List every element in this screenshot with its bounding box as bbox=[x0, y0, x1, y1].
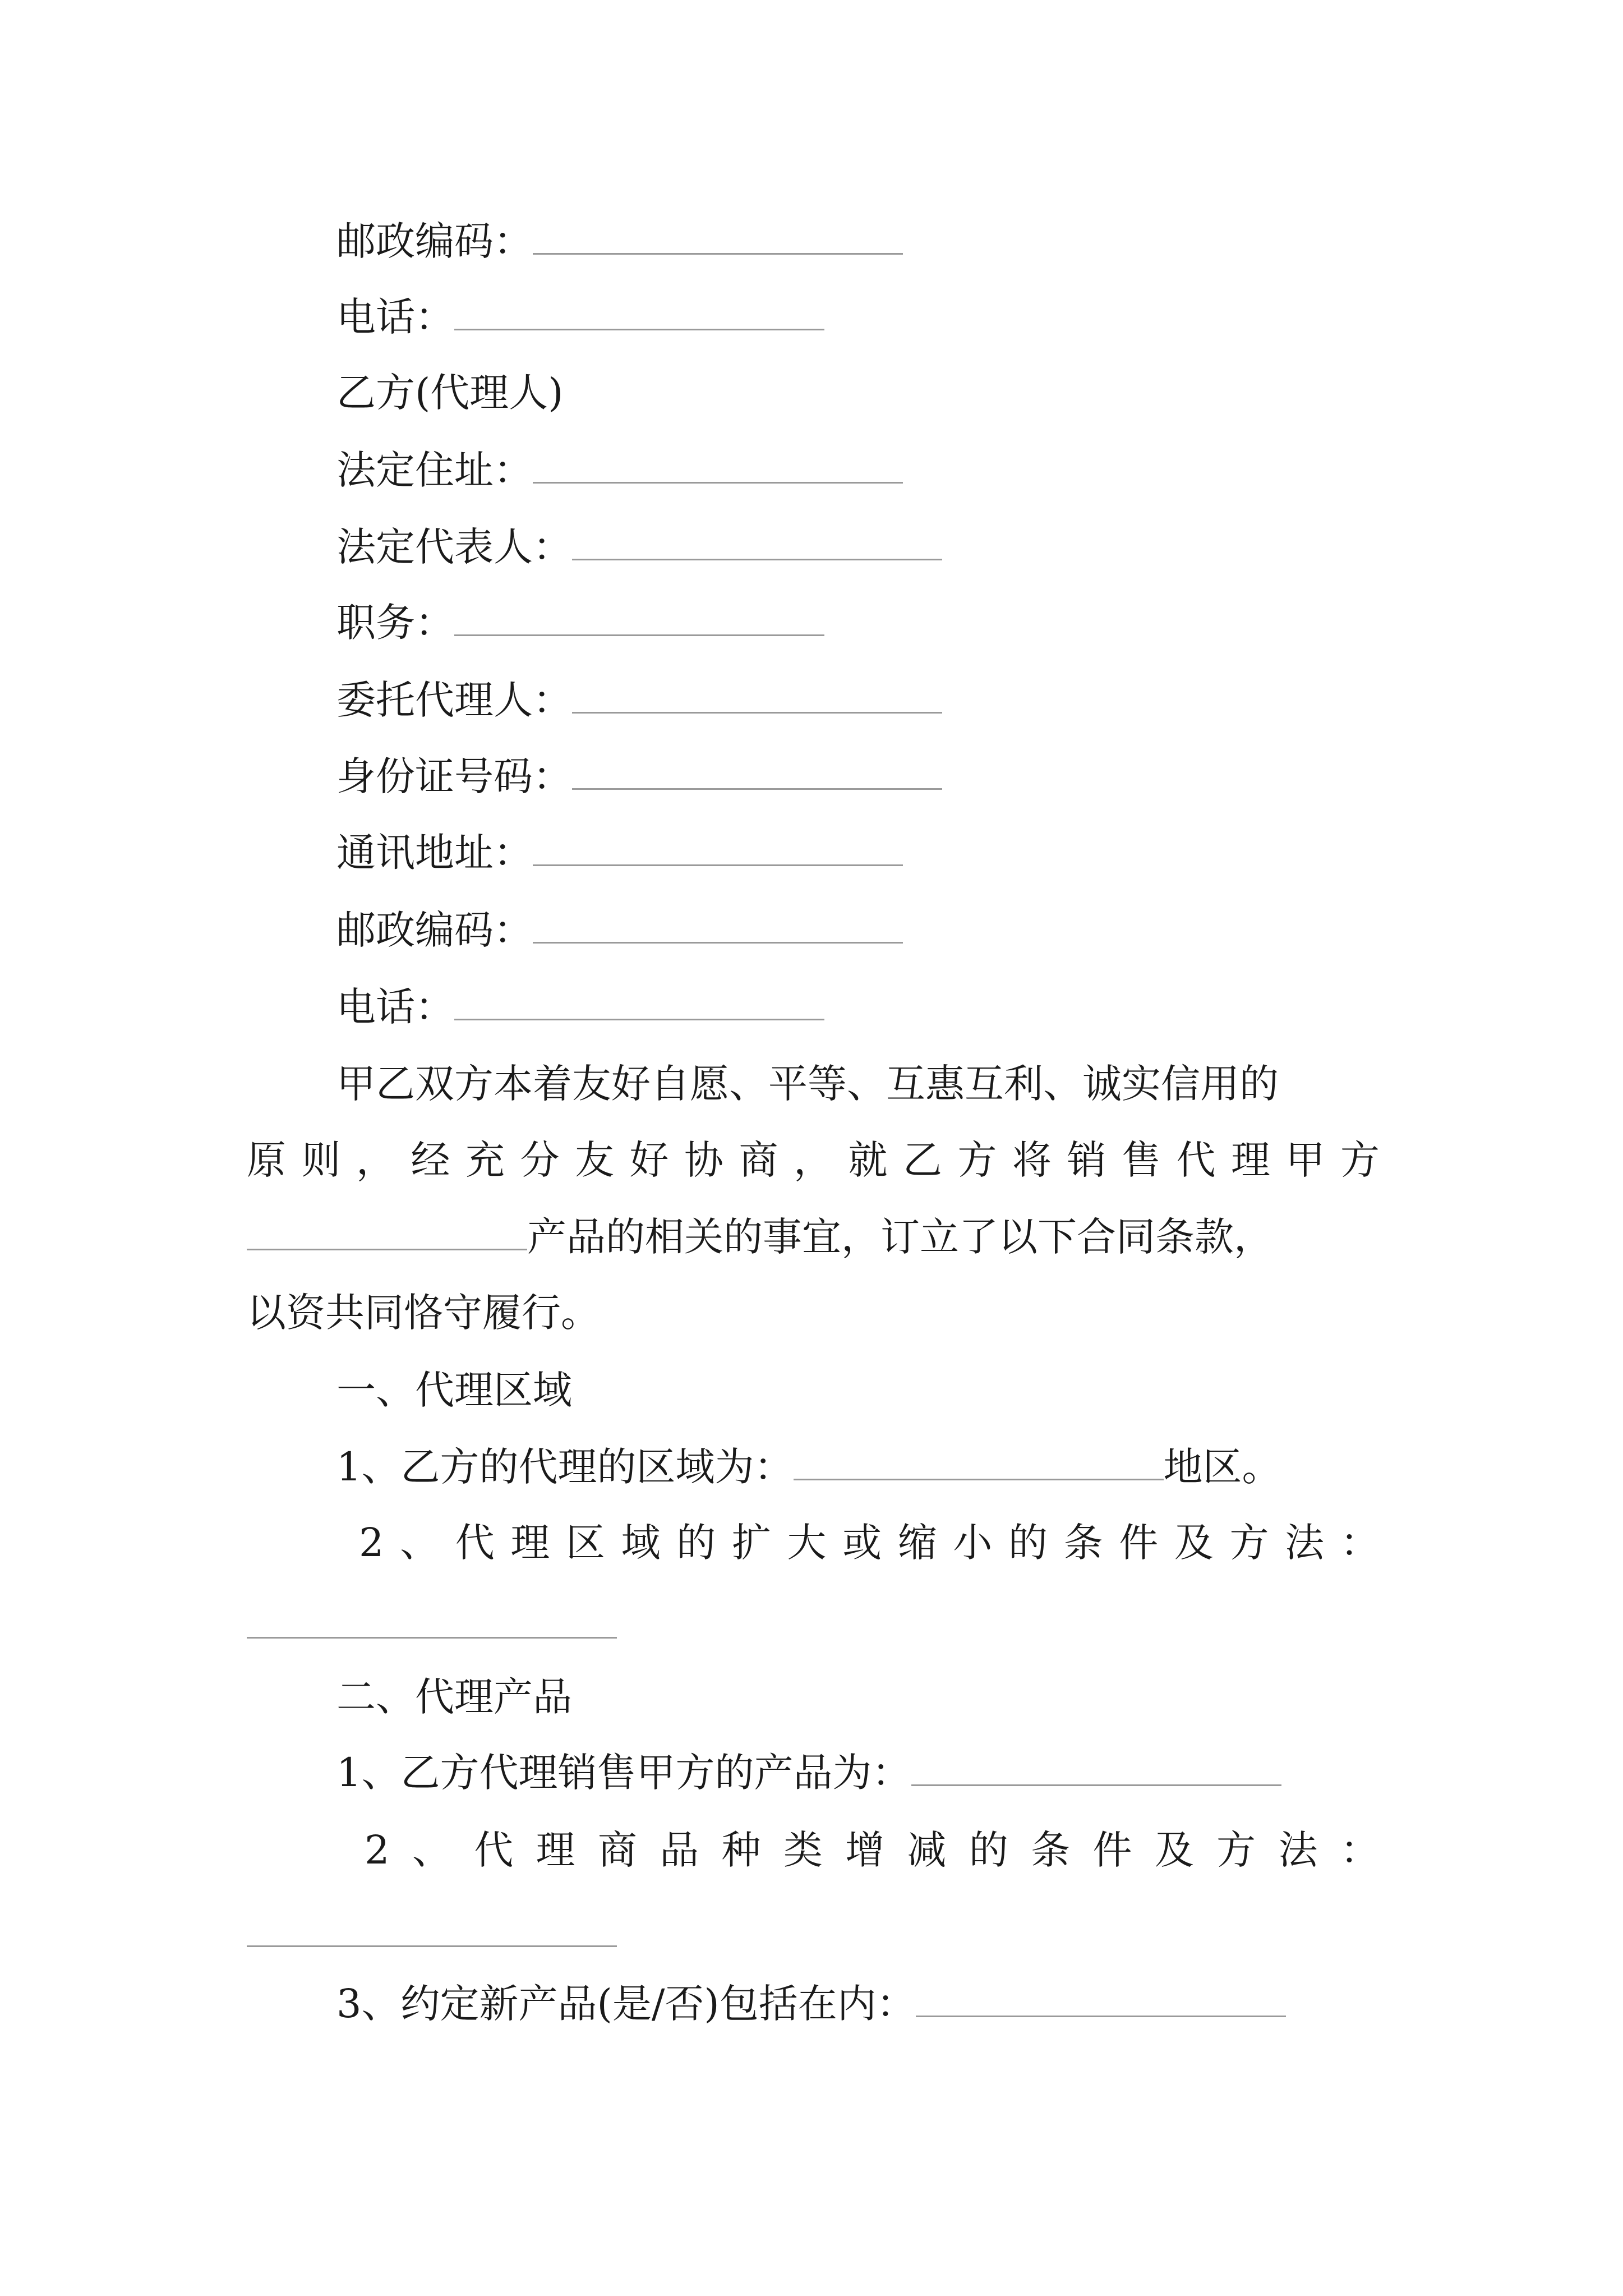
section-2-new-product-blank[interactable] bbox=[916, 1981, 1286, 2017]
item-char: 法 bbox=[1285, 1520, 1325, 1566]
party-b-id-number-blank[interactable] bbox=[572, 753, 942, 790]
item-char: 代 bbox=[474, 1827, 514, 1873]
intro-char: 好 bbox=[629, 1137, 669, 1183]
section-1-heading: 一、代理区域 bbox=[336, 1367, 572, 1413]
item-char: 、 bbox=[400, 1520, 440, 1566]
section-2-item-1 bbox=[336, 1745, 1281, 1801]
item-char: 的 bbox=[969, 1827, 1008, 1873]
section-2-heading: 二、代理产品 bbox=[336, 1674, 572, 1720]
party-b-postal-code-label: 邮政编码： bbox=[336, 907, 533, 953]
intro-char: 充 bbox=[465, 1137, 505, 1183]
item-char: 代 bbox=[455, 1520, 495, 1566]
section-2-item-1-label: 1、乙方代理销售甲方的产品为： bbox=[336, 1750, 911, 1796]
item-char: 及 bbox=[1154, 1827, 1194, 1873]
party-b-legal-rep-label: 法定代表人： bbox=[336, 524, 572, 570]
party-b-legal-address-row bbox=[336, 442, 903, 498]
party-b-postal-code-blank[interactable] bbox=[533, 907, 903, 944]
item-char: 大 bbox=[787, 1520, 827, 1566]
item-char: 条 bbox=[1031, 1827, 1071, 1873]
intro-char: 友 bbox=[575, 1137, 614, 1183]
section-1-item-1 bbox=[336, 1439, 1281, 1495]
party-b-position-label: 职务： bbox=[336, 600, 454, 646]
item-char: 商 bbox=[597, 1827, 637, 1873]
item-char: 种 bbox=[721, 1827, 761, 1873]
item-char: 理 bbox=[536, 1827, 575, 1873]
intro-char: 分 bbox=[520, 1137, 560, 1183]
item-char: 条 bbox=[1063, 1520, 1103, 1566]
item-char: 类 bbox=[783, 1827, 823, 1873]
item-char: 扩 bbox=[731, 1520, 771, 1566]
section-2-item-3 bbox=[336, 1976, 1286, 2032]
item-char: 件 bbox=[1092, 1827, 1132, 1873]
party-b-phone-label: 电话： bbox=[336, 984, 454, 1030]
party-b-position-blank[interactable] bbox=[454, 600, 824, 636]
party-a-phone-blank[interactable] bbox=[454, 294, 824, 330]
item-char: 件 bbox=[1119, 1520, 1159, 1566]
party-b-agent-label: 委托代理人： bbox=[336, 677, 572, 723]
intro-char: ， bbox=[356, 1137, 395, 1183]
party-b-id-number-label: 身份证号码： bbox=[336, 753, 572, 799]
intro-line-2 bbox=[247, 1132, 1380, 1188]
item-char: 的 bbox=[676, 1520, 716, 1566]
intro-char: 商 bbox=[739, 1137, 778, 1183]
section-1-item-1-prefix: 1、乙方的代理的区域为： bbox=[336, 1444, 794, 1490]
item-char: 方 bbox=[1216, 1827, 1256, 1873]
item-char: 理 bbox=[510, 1520, 550, 1566]
intro-char: 销 bbox=[1067, 1137, 1106, 1183]
intro-char: ， bbox=[794, 1137, 833, 1183]
section-1-region-blank[interactable] bbox=[794, 1444, 1164, 1480]
section-2-item-3-label: 3、约定新产品(是/否)包括在内： bbox=[336, 1981, 916, 2027]
intro-char: 代 bbox=[1176, 1137, 1216, 1183]
intro-line-4: 以资共同恪守履行。 bbox=[247, 1290, 600, 1336]
intro-product-blank[interactable] bbox=[247, 1214, 527, 1250]
intro-char: 则 bbox=[301, 1137, 341, 1183]
section-1-method-blank[interactable] bbox=[247, 1637, 617, 1639]
item-char: 域 bbox=[621, 1520, 661, 1566]
item-char: 品 bbox=[660, 1827, 699, 1873]
intro-line-1: 甲乙双方本着友好自愿、平等、互惠互利、诚实信用的 bbox=[336, 1061, 1279, 1107]
item-char: ： bbox=[1340, 1520, 1380, 1566]
section-2-item-2 bbox=[365, 1822, 1380, 1878]
party-b-id-number-row bbox=[336, 748, 942, 804]
item-char: 法 bbox=[1278, 1827, 1318, 1873]
section-2-product-blank[interactable] bbox=[911, 1750, 1281, 1786]
party-b-mailing-address-blank[interactable] bbox=[533, 830, 903, 866]
party-b-postal-code-row bbox=[336, 902, 903, 958]
section-1-item-2 bbox=[359, 1515, 1380, 1571]
party-b-position-row bbox=[336, 595, 824, 651]
party-b-mailing-address-label: 通讯地址： bbox=[336, 830, 533, 876]
item-char: 的 bbox=[1008, 1520, 1048, 1566]
intro-line-3-text: 产品的相关的事宜，订立了以下合同条款， bbox=[527, 1214, 1273, 1260]
item-char: 或 bbox=[842, 1520, 882, 1566]
intro-line-3 bbox=[247, 1209, 1273, 1265]
intro-char: 理 bbox=[1231, 1137, 1270, 1183]
party-b-agent-row bbox=[336, 672, 942, 728]
item-char: 缩 bbox=[897, 1520, 937, 1566]
party-a-postal-code-blank[interactable] bbox=[533, 218, 903, 255]
item-char: 区 bbox=[566, 1520, 606, 1566]
party-a-postal-code-row bbox=[336, 213, 903, 269]
intro-char: 就 bbox=[848, 1137, 888, 1183]
item-char: 2 bbox=[359, 1520, 384, 1566]
item-char: 、 bbox=[412, 1827, 451, 1873]
intro-char: 甲 bbox=[1285, 1137, 1325, 1183]
party-b-legal-rep-blank[interactable] bbox=[572, 524, 942, 560]
party-b-mailing-address-row bbox=[336, 825, 903, 881]
section-2-method-blank[interactable] bbox=[247, 1945, 617, 1947]
intro-char: 方 bbox=[1340, 1137, 1380, 1183]
party-a-phone-label: 电话： bbox=[336, 294, 454, 340]
intro-char: 售 bbox=[1122, 1137, 1161, 1183]
intro-char: 经 bbox=[411, 1137, 450, 1183]
party-b-phone-row bbox=[336, 979, 824, 1035]
intro-char: 方 bbox=[957, 1137, 997, 1183]
party-b-agent-blank[interactable] bbox=[572, 677, 942, 714]
section-1-item-1-suffix: 地区。 bbox=[1163, 1444, 1281, 1490]
party-b-heading: 乙方(代理人) bbox=[336, 370, 564, 416]
item-char: 2 bbox=[365, 1827, 390, 1873]
item-char: 及 bbox=[1174, 1520, 1214, 1566]
party-b-legal-address-blank[interactable] bbox=[533, 447, 903, 484]
item-char: 减 bbox=[907, 1827, 947, 1873]
intro-char: 将 bbox=[1012, 1137, 1052, 1183]
item-char: ： bbox=[1340, 1827, 1380, 1873]
intro-char: 协 bbox=[684, 1137, 723, 1183]
party-a-phone-row bbox=[336, 289, 824, 345]
item-char: 增 bbox=[845, 1827, 885, 1873]
item-char: 小 bbox=[953, 1520, 993, 1566]
intro-char: 乙 bbox=[903, 1137, 942, 1183]
party-b-legal-rep-row bbox=[336, 519, 942, 575]
party-b-phone-blank[interactable] bbox=[454, 984, 824, 1020]
intro-char: 原 bbox=[247, 1137, 286, 1183]
item-char: 方 bbox=[1229, 1520, 1269, 1566]
party-b-legal-address-label: 法定住址： bbox=[336, 447, 533, 493]
party-a-postal-code-label: 邮政编码： bbox=[336, 218, 533, 264]
